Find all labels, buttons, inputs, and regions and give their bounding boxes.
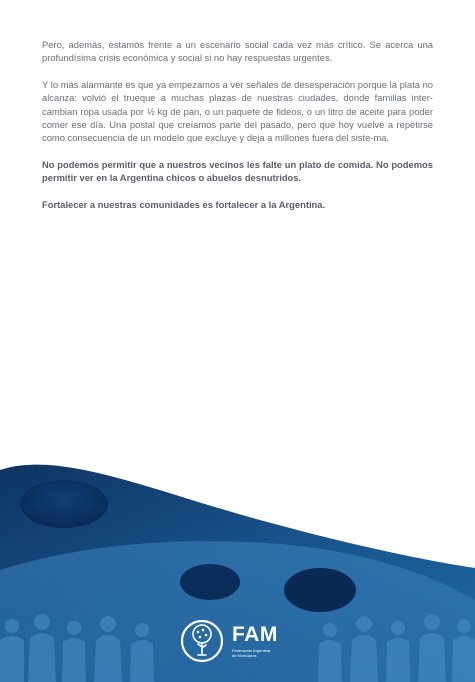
- tree-in-circle-icon: [180, 619, 224, 663]
- paragraph-3: No podemos permitir que a nuestros vecinos les falte un plato de comida. No podemos permitir ver en la Argentina chicos o abuelos desnutridos.: [42, 158, 433, 184]
- logo-text: [232, 624, 278, 658]
- paragraph-4: Fortalecer a nuestras comunidades es fortalecer a la Argentina.: [42, 198, 326, 210]
- paragraph-1: Pero, además, estamos frente a un escenario social cada vez más crítico. Se acerca una profundísima crisis económica y social si no hay respuestas urgentes.: [42, 39, 433, 64]
- logo-subtitle-line1: Federación Argentina: [232, 648, 271, 653]
- fam-logo: [180, 617, 290, 665]
- logo-acronym: FAM: [232, 623, 278, 646]
- paragraph-2: Y lo más alarmante es que ya empezamos a ver señales de desesperación porque la plata no alcanza: volvió el trueque a muchas plazas de nuestras ciudades, donde familias inter-cambian ropa usada por ½ kg de pan, o un paquete de fideos, o un litro de aceite para poder comer ese día. Una postal que creíamos parte del pasado, pero que hoy vuelve a repetirse como consecuencia de un modelo que excluye y deja a millones fuera del siste-ma.: [42, 78, 433, 144]
- logo-subtitle-line2: de Municipios: [232, 653, 257, 658]
- body-text: [42, 38, 433, 224]
